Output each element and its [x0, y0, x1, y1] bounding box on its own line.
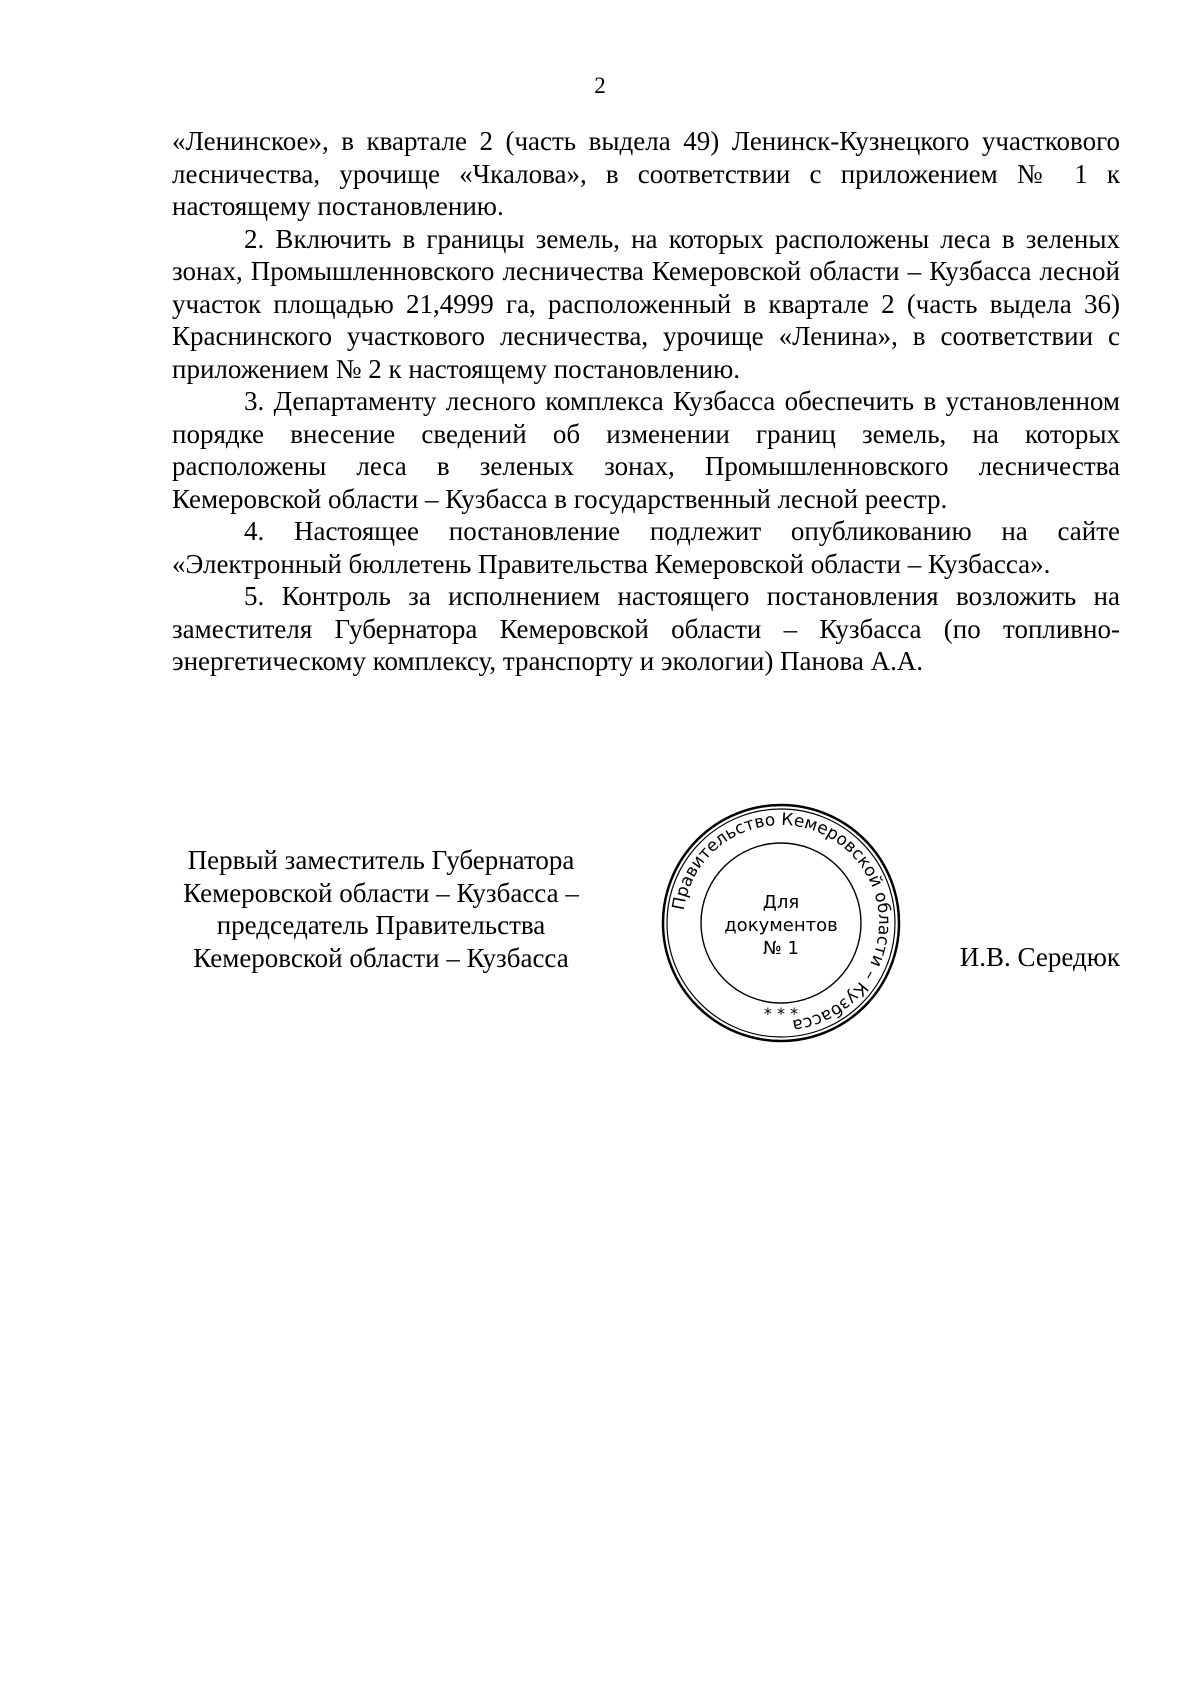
seal-center-line: Для	[762, 892, 800, 913]
document-body	[172, 125, 1120, 678]
signatory-title	[166, 844, 596, 974]
page-number: 2	[594, 73, 606, 98]
seal-ring-text: Правительство Кемеровской области – Кузбасса	[668, 809, 895, 1036]
seal-center-line: № 1	[763, 938, 799, 959]
seal-stars: * * *	[763, 1004, 799, 1023]
signatory-title-line: Первый заместитель Губернатора	[187, 845, 575, 875]
paragraph-item-2: 2. Включить в границы земель, на которых расположены леса в зеленых зонах, Промышленновского лесничества Кемеровской области – Кузбасса лесной участок площадью 21,4999 га, расположенный в квартале 2 (часть выдела 36) Краснинского участкового лесничества, урочище «Ленина», в соответствии с приложением № 2 к настоящему постановлению.	[172, 223, 1120, 384]
seal-center-line: документов	[724, 915, 838, 936]
signatory-title-line: Кемеровской области – Кузбасса	[193, 942, 569, 973]
signatory-title-line: председатель Правительства	[216, 910, 546, 940]
signatory-name: И.В. Середюк	[959, 942, 1120, 972]
paragraph-item-4: 4. Настоящее постановление подлежит опубликованию на сайте «Электронный бюллетень Правительства Кемеровской области – Кузбасса».	[172, 516, 1120, 579]
paragraph-continuation: «Ленинское», в квартале 2 (часть выдела 49) Ленинск-Кузнецкого участкового лесничества, урочище «Чкалова», в соответствии с приложением № 1 к настоящему постановлению.	[172, 126, 1120, 221]
seal-graphic	[661, 803, 901, 1043]
paragraph-item-5: 5. Контроль за исполнением настоящего постановления возложить на заместителя Губернатора Кемеровской области – Кузбасса (по топливно-энергетическому комплексу, транспорту и экологии) Панова А.А.	[172, 581, 1120, 676]
signatory-title-line: Кемеровской области – Кузбасса –	[183, 877, 579, 908]
paragraph-item-3: 3. Департаменту лесного комплекса Кузбасса обеспечить в установленном порядке внесение сведений об изменении границ земель, на которых расположены леса в зеленых зонах, Промышленновского лесничества Кемеровской области – Кузбасса в государственный лесной реестр.	[172, 386, 1120, 514]
official-seal	[661, 803, 901, 1043]
